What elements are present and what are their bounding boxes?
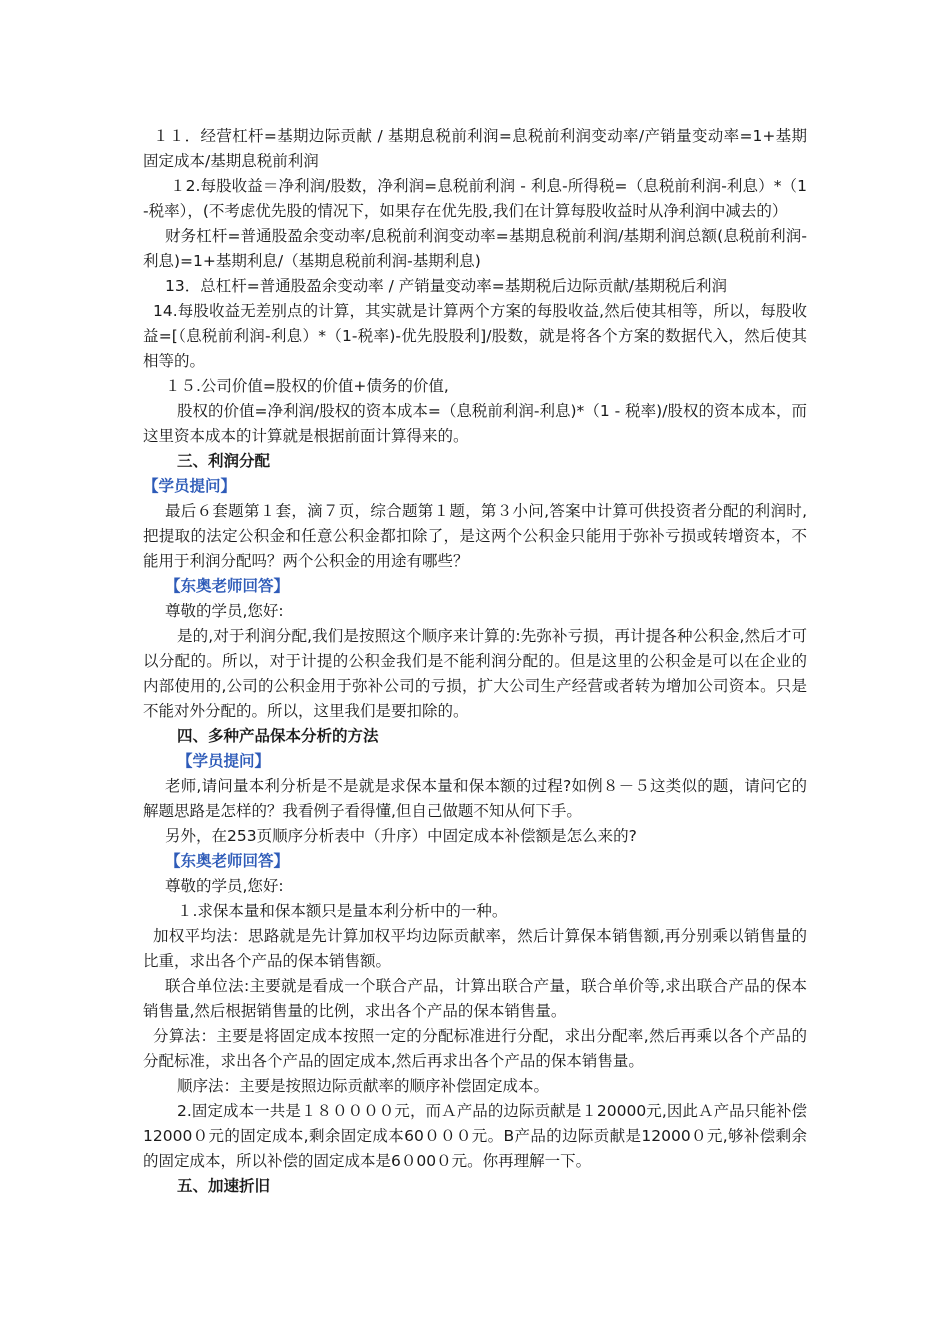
paragraph-eps-indifference: 14.每股收益无差别点的计算，其实就是计算两个方案的每股收益,然后使其相等，所以，每股收益=[（息税前利润-利息）*（1-税率)-优先股股利]/股数，就是将各个方案的数据代入，然后使其相等的。 (143, 302, 807, 370)
answer-paragraph: １.求保本量和保本额只是量本利分析中的一种。 (177, 902, 508, 920)
answer-paragraph: 顺序法：主要是按照边际贡献率的顺序补偿固定成本。 (177, 1077, 550, 1095)
question-paragraph: 最后６套题第１套，滴７页，综合题第１题，第３小问,答案中计算可供投资者分配的利润时,把提取的法定公积金和任意公积金都扣除了，是这两个公积金只能用于弥补亏损或转增资本，不能用于利润分配吗？两个公积金的用途有哪些？ (143, 502, 807, 570)
answer-paragraph: 加权平均法：思路就是先计算加权平均边际贡献率，然后计算保本销售额,再分别乘以销售量的比重，求出各个产品的保本销售额。 (143, 927, 807, 970)
paragraph-total-leverage: 13．总杠杆=普通股盈余变动率 / 产销量变动率=基期税后边际贡献/基期税后利润 (165, 277, 727, 295)
answer-paragraph: 2.固定成本一共是１８００００元，而Ａ产品的边际贡献是１20000元,因此Ａ产品只能补偿12000０元的固定成本,剩余固定成本60０００元。B产品的边际贡献是12000０元,够补偿剩余的固定成本，所以补偿的固定成本是6０00０元。你再理解一下。 (143, 1102, 807, 1170)
paragraph-eps: １2.每股收益＝净利润/股数，净利润=息税前利润 - 利息-所得税=（息税前利润-利息）*（1-税率），(不考虑优先股的情况下，如果存在优先股,我们在计算每股收益时从净利润中减去的） (143, 177, 807, 220)
section-heading-breakeven: 四、多种产品保本分析的方法 (177, 727, 379, 745)
student-question-label: 【学员提问】 (143, 477, 237, 495)
paragraph-financial-leverage: 财务杠杆=普通股盈余变动率/息税前利润变动率=基期息税前利润/基期利润总额(息税前利润-利息)=1+基期利息/（基期息税前利润-基期利息) (143, 227, 807, 270)
greeting: 尊敬的学员,您好: (165, 602, 284, 620)
student-question-label: 【学员提问】 (177, 752, 271, 770)
paragraph-operating-leverage: １１．经营杠杆=基期边际贡献 / 基期息税前利润=息税前利润变动率/产销量变动率=1+基期固定成本/基期息税前利润 (143, 127, 807, 170)
paragraph-equity-value: 股权的价值=净利润/股权的资本成本=（息税前利润-利息)*（1 - 税率)/股权的资本成本，而这里资本成本的计算就是根据前面计算得来的。 (143, 402, 807, 445)
section-heading-profit-distribution: 三、利润分配 (177, 452, 271, 470)
answer-paragraph: 联合单位法:主要就是看成一个联合产品，计算出联合产量，联合单价等,求出联合产品的保本销售量,然后根据销售量的比例，求出各个产品的保本销售量。 (143, 977, 807, 1020)
section-heading-accelerated-depreciation: 五、加速折旧 (177, 1177, 271, 1195)
greeting: 尊敬的学员,您好: (165, 877, 284, 895)
answer-paragraph: 分算法：主要是将固定成本按照一定的分配标准进行分配，求出分配率,然后再乘以各个产品的分配标准，求出各个产品的固定成本,然后再求出各个产品的保本销售量。 (143, 1027, 807, 1070)
answer-paragraph: 是的,对于利润分配,我们是按照这个顺序来计算的:先弥补亏损，再计提各种公积金,然后才可以分配的。所以，对于计提的公积金我们是不能利润分配的。但是这里的公积金是可以在企业的内部使用的,公司的公积金用于弥补公司的亏损，扩大公司生产经营或者转为增加公司资本。只是不能对外分配的。所以，这里我们是要扣除的。 (143, 627, 807, 720)
teacher-answer-label: 【东奥老师回答】 (165, 852, 290, 870)
question-paragraph: 老师,请问量本利分析是不是就是求保本量和保本额的过程?如例８－５这类似的题，请问它的解题思路是怎样的？我看例子看得懂,但自己做题不知从何下手。 (143, 777, 807, 820)
document-page (143, 124, 807, 1199)
paragraph-company-value: １５.公司价值=股权的价值+债务的价值, (165, 377, 449, 395)
teacher-answer-label: 【东奥老师回答】 (165, 577, 290, 595)
question-paragraph: 另外，在253页顺序分析表中（升序）中固定成本补偿额是怎么来的? (165, 827, 637, 845)
